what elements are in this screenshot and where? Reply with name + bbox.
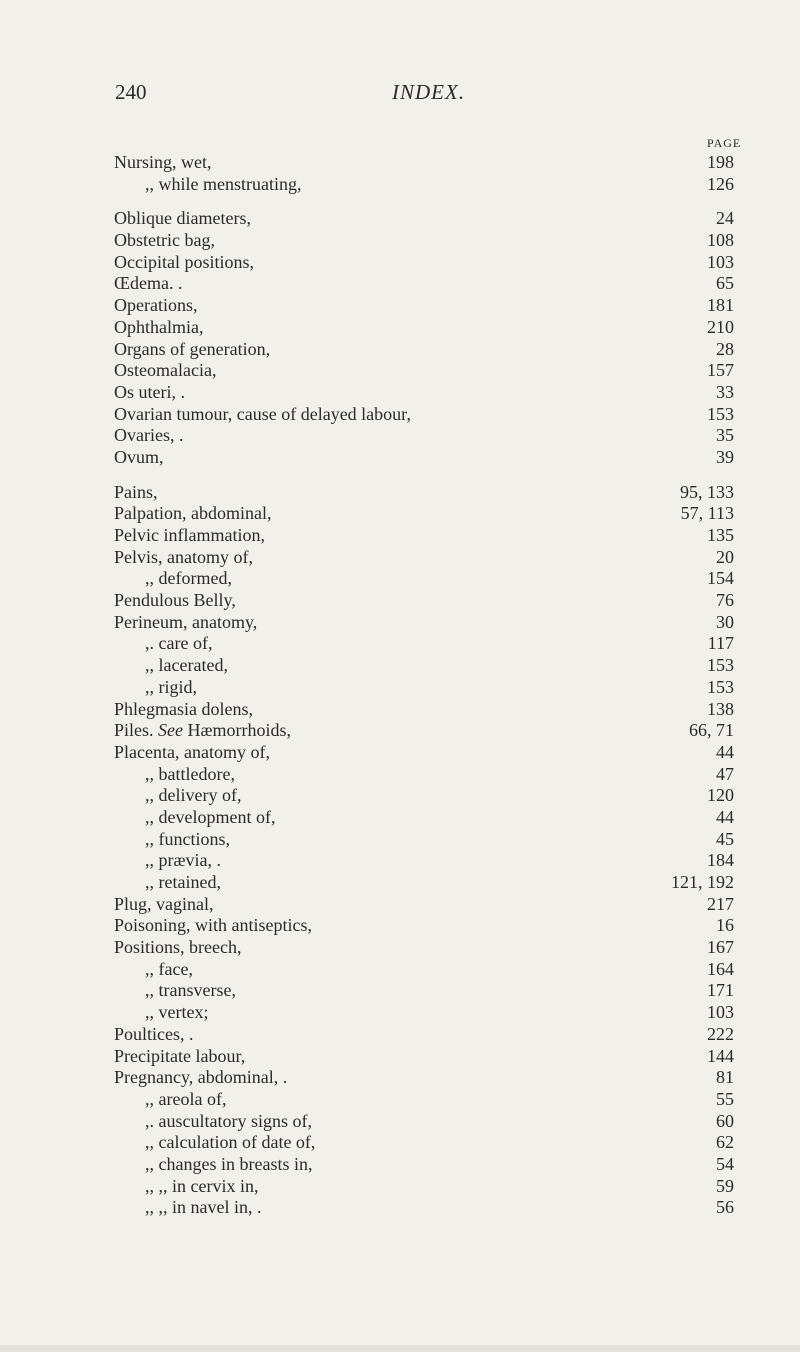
entry-page-ref: 108 (707, 230, 734, 251)
entry-page-ref: 167 (707, 937, 734, 958)
entry-page-ref: 56 (716, 1197, 734, 1218)
entry-text: ,, functions, (145, 828, 230, 849)
entry-page-ref: 81 (716, 1067, 734, 1088)
entry-page-ref: 95, 133 (680, 481, 734, 502)
entry-text: Poisoning, with antiseptics, (114, 915, 312, 936)
index-entry (0, 764, 800, 786)
entry-text: Placenta, anatomy of, (114, 741, 270, 762)
entry-page-ref: 153 (707, 676, 734, 697)
entry-page-ref: 57, 113 (680, 503, 734, 524)
index-entry (0, 1089, 800, 1111)
index-entry (0, 872, 800, 894)
see-reference: See (158, 720, 183, 741)
entry-page-ref: 16 (716, 915, 734, 936)
entry-text: Obstetric bag, (114, 230, 215, 251)
entry-text: Osteomalacia, (114, 360, 217, 381)
index-entry (0, 937, 800, 959)
entry-page-ref: 44 (716, 741, 734, 762)
page-header (0, 80, 800, 110)
entry-page-ref: 153 (707, 403, 734, 424)
entry-page-ref: 66, 71 (689, 720, 734, 741)
index-entry (0, 1024, 800, 1046)
index-entry (0, 1067, 800, 1089)
index-entry (0, 633, 800, 655)
entry-page-ref: 157 (707, 360, 734, 381)
index-entry (0, 1002, 800, 1024)
index-entry (0, 1197, 800, 1219)
index-entry (0, 152, 800, 174)
entry-page-ref: 184 (707, 850, 734, 871)
running-title: INDEX. (392, 80, 466, 104)
entry-page-ref: 55 (716, 1088, 734, 1109)
entry-page-ref: 76 (716, 590, 734, 611)
entry-text: Plug, vaginal, (114, 893, 214, 914)
index-entry (0, 980, 800, 1002)
entry-page-ref: 39 (716, 446, 734, 467)
entry-page-ref: 138 (707, 698, 734, 719)
entry-page-ref: 121, 192 (671, 872, 734, 892)
index-entry (0, 894, 800, 916)
index-entry (0, 525, 800, 547)
entry-text: ,, retained, (145, 872, 221, 892)
index-entry (0, 425, 800, 447)
index-entry (0, 273, 800, 295)
index-entry (0, 655, 800, 677)
entry-text: Nursing, wet, (114, 152, 212, 172)
index-entry (0, 1111, 800, 1133)
entry-page-ref: 217 (707, 893, 734, 914)
index-entry (0, 677, 800, 699)
entry-text: ,, development of, (145, 806, 276, 827)
entry-text: ,. care of, (145, 633, 213, 654)
entry-text: Œdema. . (114, 273, 183, 294)
index-entry (0, 295, 800, 317)
entry-text: Pelvic inflammation, (114, 525, 265, 545)
entry-page-ref: 47 (716, 763, 734, 784)
index-entry (0, 959, 800, 981)
entry-page-ref: 65 (716, 273, 734, 294)
index-entry (0, 829, 800, 851)
entry-text: Ovarian tumour, cause of delayed labour, (114, 403, 411, 424)
entry-page-ref: 35 (716, 425, 734, 446)
entry-text: Pendulous Belly, (114, 590, 236, 611)
entry-page-ref: 103 (707, 251, 734, 272)
entry-page-ref: 144 (707, 1045, 734, 1066)
entry-page-ref: 135 (707, 525, 734, 545)
entry-text: Poultices, . (114, 1023, 194, 1044)
entry-text: Ophthalmia, (114, 316, 204, 337)
entry-text: Perineum, anatomy, (114, 611, 258, 632)
entry-text: ,, vertex; (145, 1002, 209, 1023)
index-entry (0, 503, 800, 525)
entry-text: Ovum, (114, 446, 164, 467)
index-entry (0, 1132, 800, 1154)
entry-page-ref: 45 (716, 828, 734, 849)
entry-text: Pains, (114, 481, 158, 502)
entry-text: ,, prævia, . (145, 850, 221, 871)
entry-text: Ovaries, . (114, 425, 184, 446)
entry-text: Occipital positions, (114, 251, 254, 272)
entry-page-ref: 30 (716, 611, 734, 632)
entry-text: ,, transverse, (145, 980, 236, 1001)
entry-page-ref: 222 (707, 1023, 734, 1044)
entry-text: ,, areola of, (145, 1088, 227, 1109)
index-entry (0, 850, 800, 872)
index-entry (0, 382, 800, 404)
index-entry (0, 230, 800, 252)
entry-page-ref: 154 (707, 568, 734, 589)
page-bottom-edge (0, 1345, 800, 1352)
entry-text: Phlegmasia dolens, (114, 698, 253, 719)
entry-text: Os uteri, . (114, 381, 185, 402)
entry-page-ref: 164 (707, 958, 734, 979)
index-entry (0, 208, 800, 230)
entry-page-ref: 28 (716, 338, 734, 359)
entry-page-ref: 120 (707, 785, 734, 806)
entry-text: ,, while menstruating, (145, 173, 302, 194)
entry-page-ref: 153 (707, 655, 734, 676)
entry-text: ,, calculation of date of, (145, 1132, 316, 1153)
index-entry (0, 720, 800, 742)
entry-text: ,, lacerated, (145, 655, 228, 676)
entry-page-ref: 62 (716, 1132, 734, 1153)
index-entry (0, 252, 800, 274)
page-column-label: PAGE (707, 136, 742, 150)
entry-page-ref: 103 (707, 1002, 734, 1023)
index-entry (0, 612, 800, 634)
entry-page-ref: 44 (716, 806, 734, 827)
entry-text: ,, ,, in navel in, . (145, 1197, 262, 1218)
entry-page-ref: 33 (716, 381, 734, 402)
index-entry (0, 785, 800, 807)
index-group (0, 152, 800, 195)
entry-text: ,, changes in breasts in, (145, 1153, 313, 1174)
entry-text: Operations, (114, 295, 198, 316)
index-entry (0, 590, 800, 612)
index-entry (0, 1154, 800, 1176)
index-entry (0, 317, 800, 339)
index-entry (0, 699, 800, 721)
entry-page-ref: 54 (716, 1153, 734, 1174)
entry-page-ref: 198 (707, 152, 734, 172)
entry-text: Organs of generation, (114, 338, 271, 359)
entry-text: Piles. See Hæmorrhoids, (114, 720, 291, 741)
index-entry (0, 482, 800, 504)
entry-text: ,, rigid, (145, 676, 197, 697)
entry-page-ref: 117 (707, 633, 734, 654)
index-entry (0, 174, 800, 196)
entry-page-ref: 181 (707, 295, 734, 316)
index-entry (0, 915, 800, 937)
entry-text: Palpation, abdominal, (114, 503, 272, 524)
entry-text: Pelvis, anatomy of, (114, 546, 253, 567)
entry-text: ,, battledore, (145, 763, 235, 784)
entry-text: Oblique diameters, (114, 208, 251, 229)
entry-page-ref: 210 (707, 316, 734, 337)
entry-page-ref: 59 (716, 1175, 734, 1196)
index-entry (0, 404, 800, 426)
entry-text: Pregnancy, abdominal, . (114, 1067, 288, 1088)
entry-text: ,. auscultatory signs of, (145, 1110, 312, 1131)
index-entry (0, 742, 800, 764)
index-entry (0, 339, 800, 361)
index-entries (0, 152, 800, 1232)
entry-text: ,, deformed, (145, 568, 232, 589)
index-entry (0, 1046, 800, 1068)
entry-page-ref: 126 (707, 173, 734, 194)
entry-text: ,, delivery of, (145, 785, 242, 806)
entry-page-ref: 60 (716, 1110, 734, 1131)
entry-text: Precipitate labour, (114, 1045, 246, 1066)
entry-page-ref: 171 (707, 980, 734, 1001)
entry-page-ref: 24 (716, 208, 734, 229)
index-entry (0, 447, 800, 469)
index-entry (0, 360, 800, 382)
index-entry (0, 568, 800, 590)
entry-text: ,, face, (145, 958, 193, 979)
index-group (0, 482, 800, 1219)
entry-text: ,, ,, in cervix in, (145, 1175, 259, 1196)
index-entry (0, 807, 800, 829)
index-entry (0, 547, 800, 569)
page-number: 240 (115, 80, 147, 104)
entry-text: Positions, breech, (114, 937, 242, 958)
entry-page-ref: 20 (716, 546, 734, 567)
index-entry (0, 1176, 800, 1198)
index-group (0, 208, 800, 468)
